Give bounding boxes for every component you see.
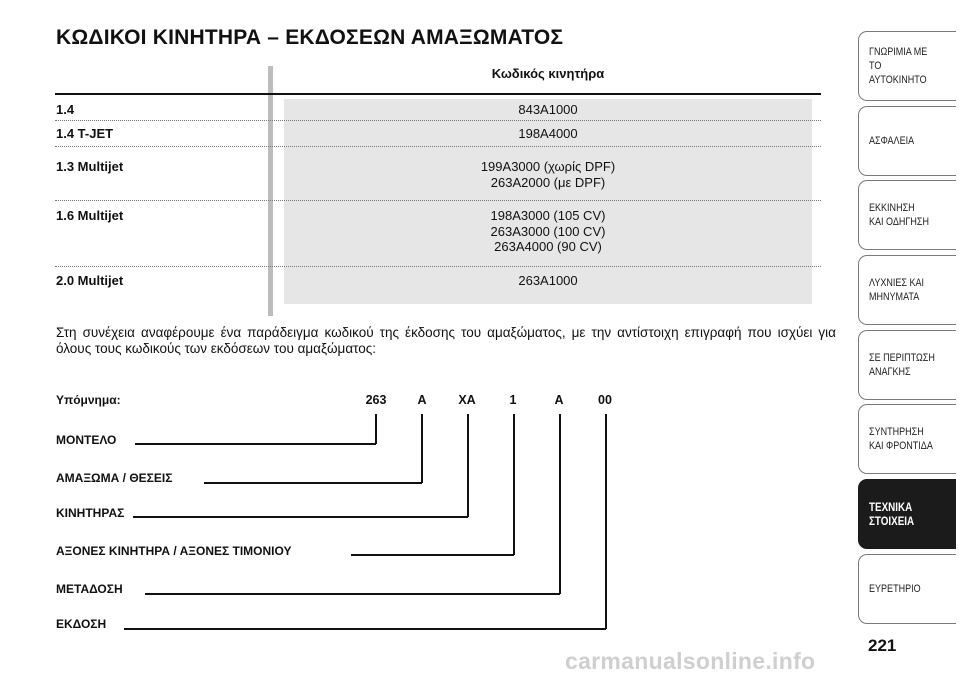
legend-label: ΑΜΑΞΩΜΑ / ΘΕΣΕΙΣ (56, 471, 173, 485)
code-part: A (554, 393, 564, 407)
tab-maintenance[interactable]: ΣΥΝΤΗΡΗΣΗ ΚΑΙ ΦΡΟΝΤΙΔΑ (858, 404, 956, 474)
code-part: 1 (509, 393, 517, 407)
label-underline (133, 516, 468, 518)
code-part: XA (458, 393, 476, 407)
connector-line (559, 414, 561, 594)
engine-code: 263A1000 (518, 273, 578, 288)
connector-line (513, 414, 515, 555)
page-number: 221 (868, 636, 897, 655)
row-separator (55, 266, 821, 267)
table-divider (268, 66, 273, 316)
engine-name: 1.3 Multijet (56, 159, 124, 174)
code-part: A (417, 393, 427, 407)
legend-label: ΑΞΟΝΕΣ ΚΙΝΗΤΗΡΑ / ΑΞΟΝΕΣ ΤΙΜΟΝΙΟΥ (56, 544, 292, 558)
engine-name: 1.6 Multijet (56, 208, 124, 223)
code-part: 263 (365, 393, 387, 407)
engine-code: 198A3000 (105 CV) 263A3000 (100 CV) 263A4000 (90 CV) (490, 208, 606, 254)
engine-code: 843A1000 (518, 102, 578, 117)
legend-label: ΜΟΝΤΕΛΟ (56, 433, 117, 447)
connector-line (375, 414, 377, 444)
column-header: Κωδικός κινητήρα (491, 66, 605, 81)
legend-label: ΚΙΝΗΤΗΡΑΣ (56, 506, 125, 520)
connector-line (605, 414, 607, 629)
label-underline (135, 443, 376, 445)
connector-line (421, 414, 423, 483)
watermark: carmanualsonline.info (565, 648, 816, 674)
label-underline (124, 628, 606, 630)
label-underline (351, 554, 514, 556)
intro-paragraph: Στη συνέχεια αναφέρουμε ένα παράδειγμα κωδικού της έκδοσης του αμαξώματος, με την αντίστοιχη επιγραφή που ισχύει για όλους τους κωδικούς των εκδόσεων του αμαξώματος: (56, 325, 836, 356)
tab-starting-driving[interactable]: ΕΚΚΙΝΗΣΗ ΚΑΙ ΟΔΗΓΗΣΗ (858, 180, 956, 250)
engine-name: 2.0 Multijet (56, 273, 124, 288)
header-rule (55, 93, 821, 95)
tab-safety[interactable]: ΑΣΦΑΛΕΙΑ (858, 106, 956, 176)
legend-label: ΕΚΔΟΣΗ (56, 617, 107, 631)
tab-index[interactable]: ΕΥΡΕΤΗΡΙΟ (858, 554, 956, 624)
label-underline (204, 482, 422, 484)
row-separator (55, 146, 821, 147)
tab-warning-lights[interactable]: ΛΥΧΝΙΕΣ ΚΑΙ ΜΗΝΥΜΑΤΑ (858, 255, 956, 325)
row-separator (55, 120, 821, 121)
tab-technical-data[interactable]: ΤΕΧΝΙΚΑ ΣΤΟΙΧΕΙΑ (858, 479, 956, 549)
page-title: ΚΩΔΙΚΟΙ ΚΙΝΗΤΗΡΑ – ΕΚΔΟΣΕΩΝ ΑΜΑΞΩΜΑΤΟΣ (56, 26, 564, 49)
engine-name: 1.4 (56, 102, 75, 117)
label-underline (145, 593, 560, 595)
code-part: 00 (598, 393, 612, 407)
legend-label: ΜΕΤΑΔΟΣΗ (56, 582, 123, 596)
engine-code: 199A3000 (χωρίς DPF) 263A2000 (με DPF) (480, 159, 616, 190)
engine-code: 198A4000 (518, 126, 578, 141)
legend-title: Υπόμνημα: (56, 393, 121, 407)
tab-getting-to-know-car[interactable]: ΓΝΩΡΙΜΙΑ ΜΕ ΤΟ ΑΥΤΟΚΙΝΗΤΟ (858, 31, 956, 101)
tab-emergency[interactable]: ΣΕ ΠΕΡΙΠΤΩΣΗ ΑΝΑΓΚΗΣ (858, 330, 956, 400)
engine-name: 1.4 T-JET (56, 126, 114, 141)
row-separator (55, 200, 821, 201)
connector-line (467, 414, 469, 517)
